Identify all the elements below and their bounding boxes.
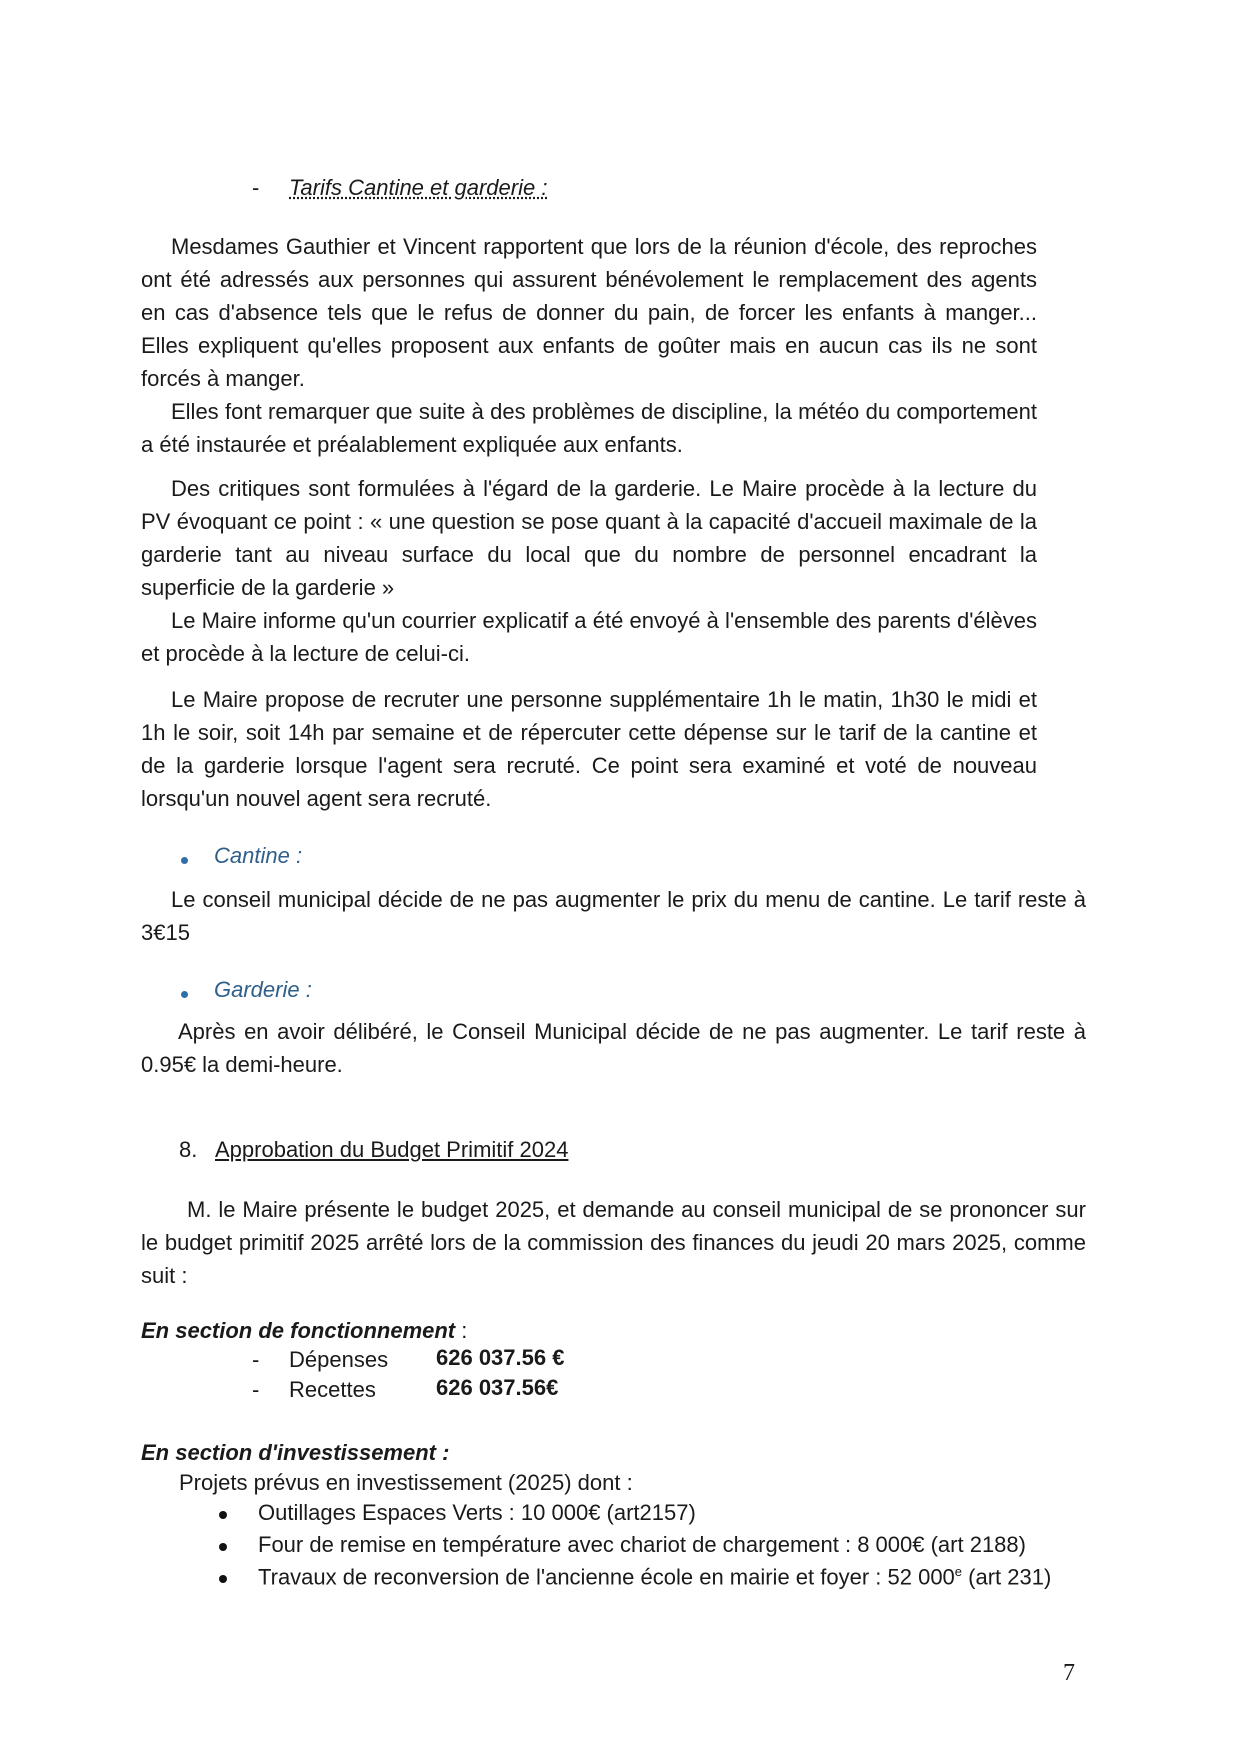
page-number: 7 (1063, 1660, 1075, 1686)
depenses-label: Dépenses (289, 1347, 389, 1372)
heading-dash: - (252, 175, 260, 200)
bullet-icon (219, 1575, 227, 1583)
travaux-text: Travaux de reconversion de l'ancienne école en mairie et foyer : 52 000 (258, 1564, 955, 1590)
paragraph-reunion: Mesdames Gauthier et Vincent rapportent que lors de la réunion d'école, des reproches ont été adressés aux personnes qui assurent bénévolement le remplacement des agents en cas d'absence tels que le refus de donner du pain, de forcer les enfants à manger... Elles expliquent qu'elles proposent aux enfants de goûter mais en aucun cas ils ne sont forcés à manger. (141, 234, 1037, 391)
tarifs-heading: Tarifs Cantine et garderie : (289, 175, 548, 200)
bullet-icon (181, 991, 188, 998)
cantine-text: Le conseil municipal décide de ne pas augmenter le prix du menu de cantine. Le tarif reste à 3€15 (141, 887, 1086, 945)
row-dash: - (252, 1377, 260, 1402)
investissement-item: Four de remise en température avec chariot de chargement : 8 000€ (art 2188) (258, 1532, 1026, 1557)
garderie-text: Après en avoir délibéré, le Conseil Municipal décide de ne pas augmenter. Le tarif reste à 0.95€ la demi-heure. (141, 1019, 1086, 1077)
paragraph-garderie-critiques: Des critiques sont formulées à l'égard de la garderie. Le Maire procède à la lecture du PV évoquant ce point : « une question se pose quant à la capacité d'accueil maximale de la garderie tant au niveau surface du local que du nombre de personnel encadrant la superficie de la garderie » (141, 476, 1037, 600)
paragraph-discipline: Elles font remarquer que suite à des problèmes de discipline, la météo du comportement a été instaurée et préalablement expliquée aux enfants. (141, 399, 1037, 457)
garderie-heading: Garderie : (214, 977, 312, 1002)
bullet-icon (181, 857, 188, 864)
fonctionnement-heading-line (141, 1318, 467, 1344)
budget-title: Approbation du Budget Primitif 2024 (215, 1137, 569, 1162)
depenses-amount: 626 037.56 € (436, 1345, 565, 1370)
investissement-intro: Projets prévus en investissement (2025) dont : (179, 1470, 633, 1495)
fonctionnement-heading: En section de fonctionnement (141, 1318, 456, 1343)
paragraph-recrutement: Le Maire propose de recruter une personne supplémentaire 1h le matin, 1h30 le midi et 1h le soir, soit 14h par semaine et de répercuter cette dépense sur le tarif de la cantine et de la garderie lorsque l'agent sera recruté. Ce point sera examiné et voté de nouveau lorsqu'un nouvel agent sera recruté. (141, 687, 1037, 811)
cantine-heading: Cantine : (214, 843, 303, 868)
bullet-icon (219, 1511, 227, 1519)
recettes-amount: 626 037.56€ (436, 1375, 559, 1400)
travaux-tail: (art 231) (962, 1564, 1052, 1590)
bullet-icon (219, 1543, 227, 1551)
recettes-label: Recettes (289, 1377, 376, 1402)
travaux-sup: e (954, 1564, 963, 1579)
section-number: 8. (179, 1137, 198, 1162)
fonctionnement-colon: : (455, 1318, 468, 1343)
row-dash: - (252, 1347, 260, 1372)
budget-intro: M. le Maire présente le budget 2025, et demande au conseil municipal de se prononcer sur le budget primitif 2025 arrêté lors de la commission des finances du jeudi 20 mars 2025, comme suit : (141, 1197, 1086, 1288)
investissement-item: Outillages Espaces Verts : 10 000€ (art2157) (258, 1500, 696, 1525)
investissement-heading: En section d'investissement : (141, 1440, 450, 1465)
investissement-item-travaux (258, 1564, 1051, 1590)
paragraph-courrier: Le Maire informe qu'un courrier explicatif a été envoyé à l'ensemble des parents d'élèves et procède à la lecture de celui-ci. (141, 608, 1037, 666)
